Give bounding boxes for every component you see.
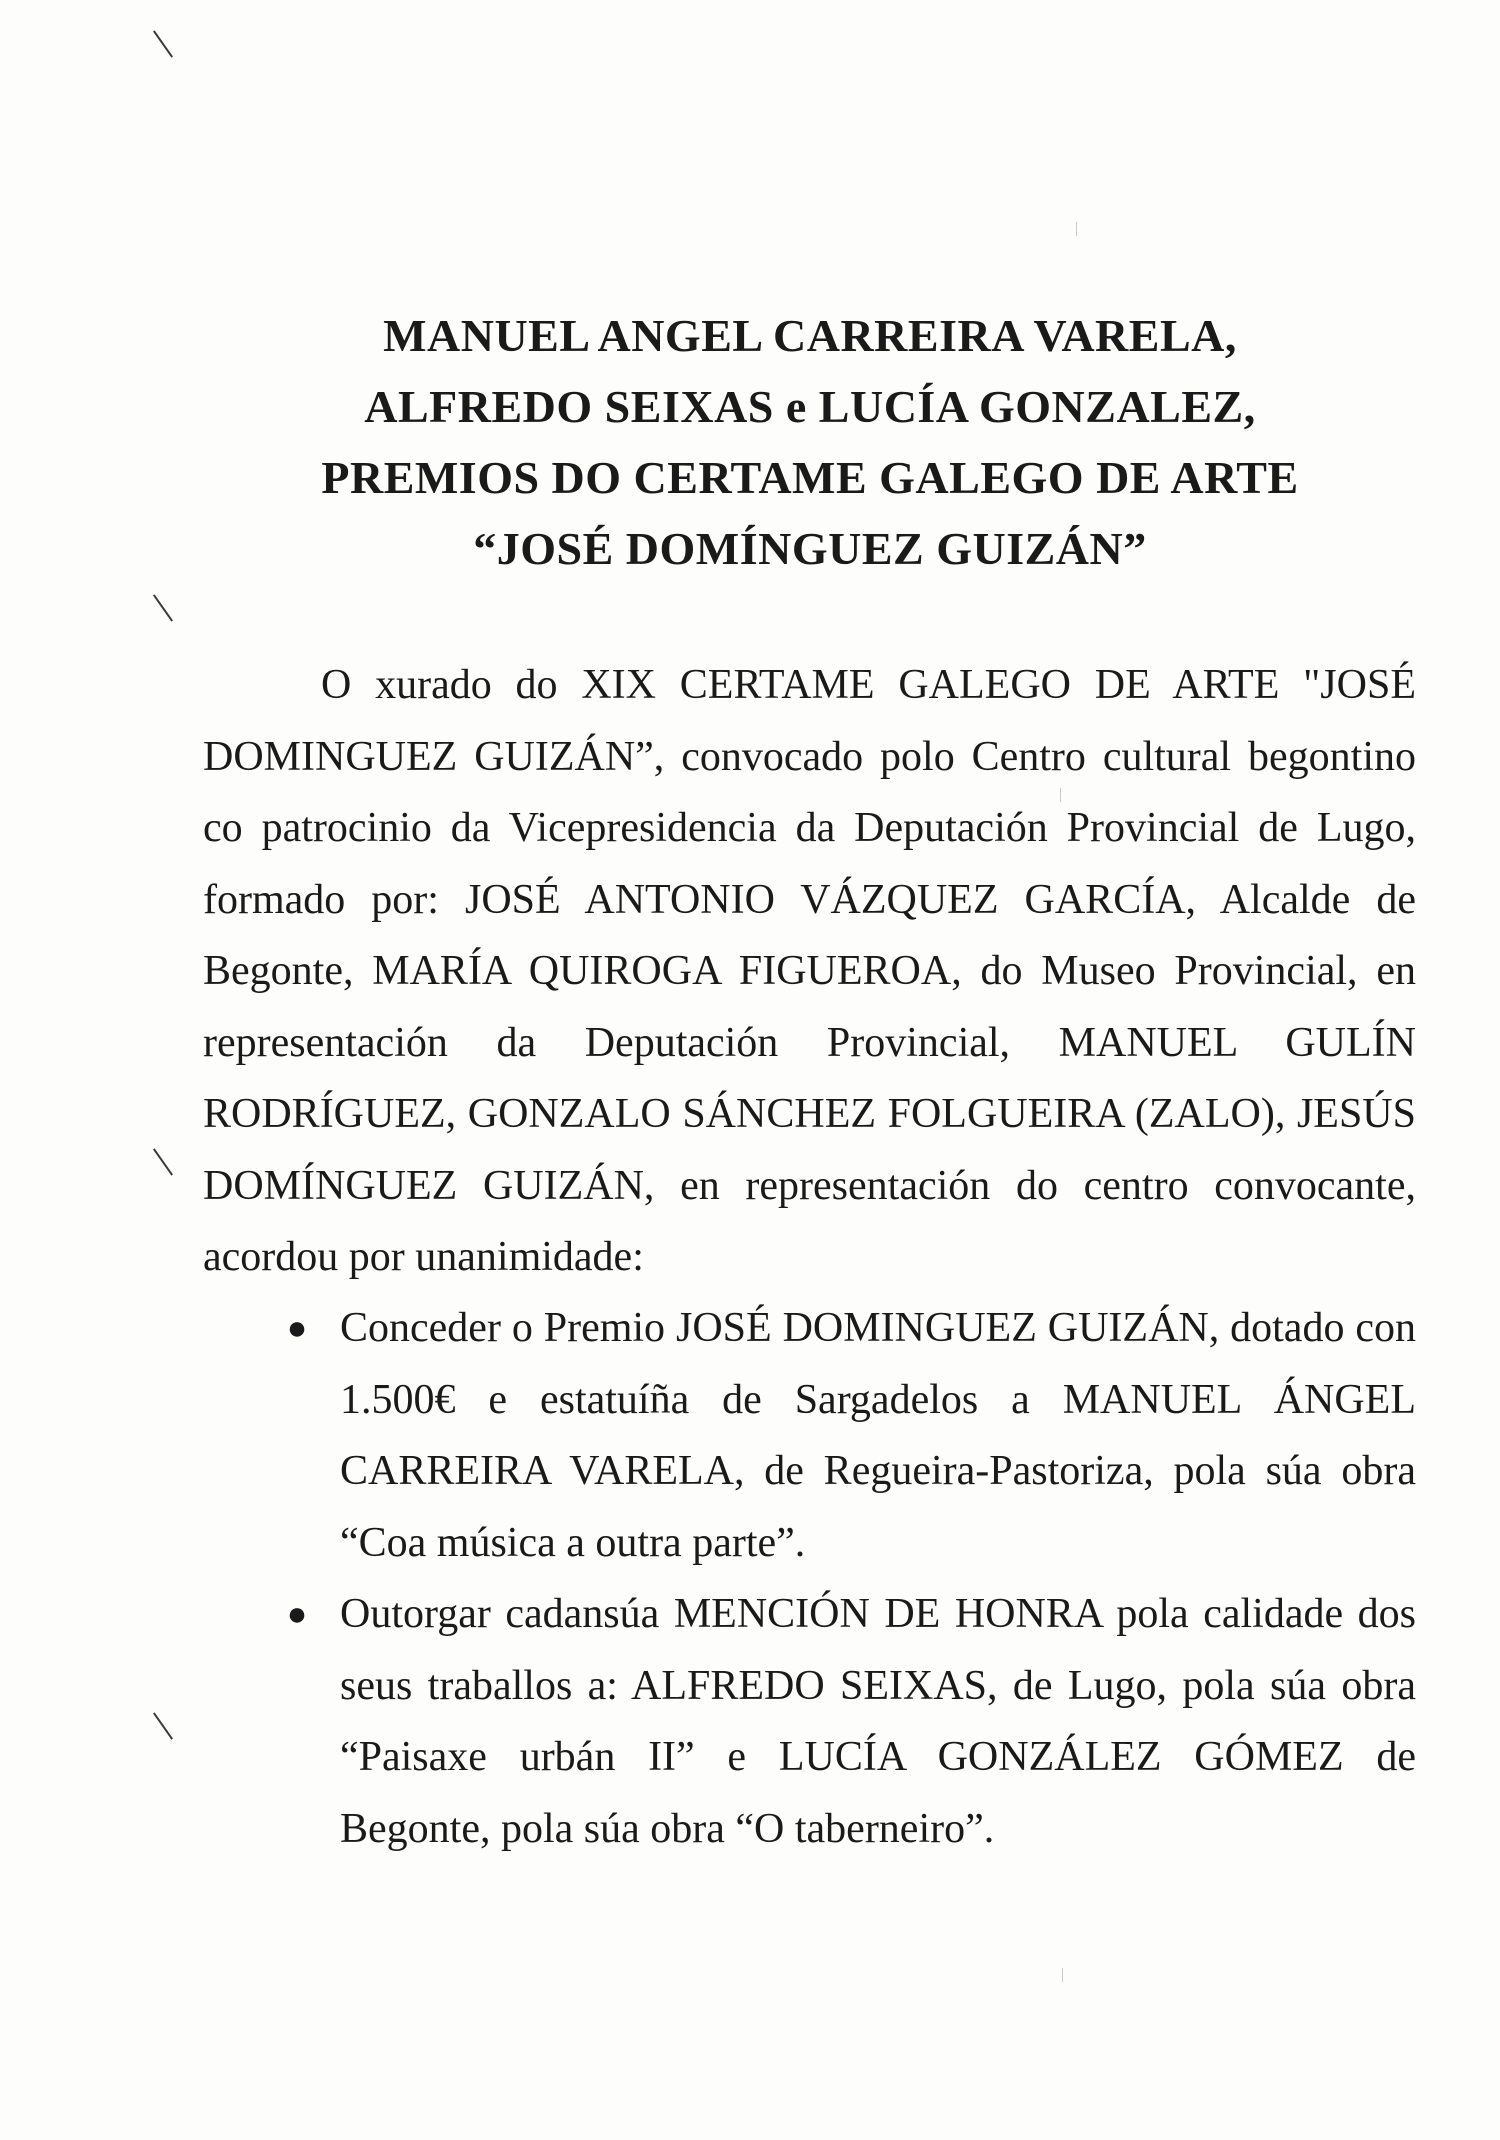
title-line: ALFREDO SEIXAS e LUCÍA GONZALEZ,	[364, 381, 1256, 432]
bullet-icon: ●	[286, 1596, 308, 1633]
scan-speck	[1062, 1968, 1063, 1982]
margin-mark	[153, 30, 173, 57]
list-item	[286, 1579, 1416, 1865]
award-text: Outorgar cadansúa MENCIÓN DE HONRA pola calidade dos seus traballos a: ALFREDO SEIXAS, de Lugo, pola súa obra “Paisaxe urbán II” e LUCÍA GONZÁLEZ GÓMEZ de Begonte, pola súa obra “O taberneiro”.	[340, 1591, 1416, 1852]
jury-paragraph: O xurado do XIX CERTAME GALEGO DE ARTE "JOSÉ DOMINGUEZ GUIZÁN”, convocado polo Centro cultural begontino co patrocinio da Vicepresidencia da Deputación Provincial de Lugo, formado por: JOSÉ ANTONIO VÁZQUEZ GARCÍA, Alcalde de Begonte, MARÍA QUIROGA FIGUEROA, do Museo Provincial, en representación da Deputación Provincial, MANUEL GULÍN RODRÍGUEZ, GONZALO SÁNCHEZ FOLGUEIRA (ZALO), JESÚS DOMÍNGUEZ GUIZÁN, en representación do centro convocante, acordou por unanimidade:	[203, 662, 1416, 1280]
margin-mark	[153, 1148, 173, 1175]
margin-mark	[153, 594, 173, 621]
bullet-icon: ●	[286, 1310, 308, 1347]
margin-mark	[153, 1712, 173, 1739]
awards-list	[286, 1293, 1416, 1865]
title-line: “JOSÉ DOMÍNGUEZ GUIZÁN”	[473, 523, 1147, 574]
title-line: PREMIOS DO CERTAME GALEGO DE ARTE	[321, 452, 1299, 503]
title-line: MANUEL ANGEL CARREIRA VARELA,	[383, 310, 1237, 361]
list-item	[286, 1293, 1416, 1579]
scan-speck	[1076, 222, 1077, 236]
award-text: Conceder o Premio JOSÉ DOMINGUEZ GUIZÁN, dotado con 1.500€ e estatuíña de Sargadelos a MANUEL ÁNGEL CARREIRA VARELA, de Regueira-Pastoriza, pola súa obra “Coa música a outra parte”.	[340, 1305, 1416, 1566]
document-title	[300, 300, 1320, 584]
